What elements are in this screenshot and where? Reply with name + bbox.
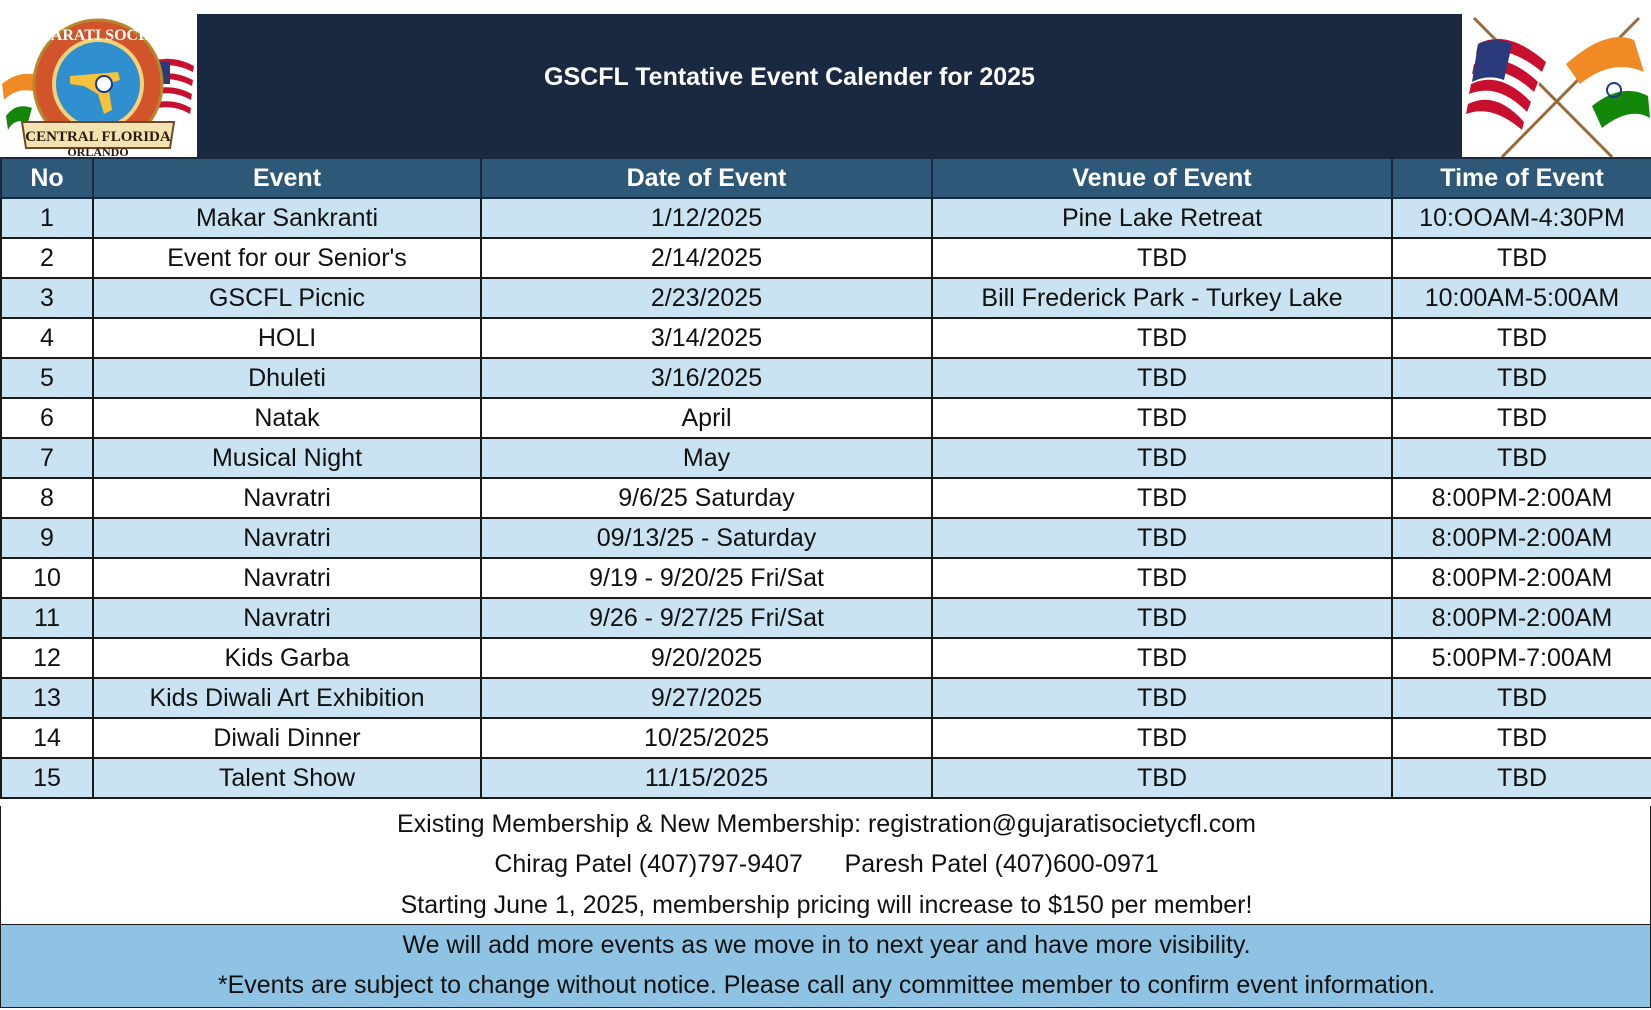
disclaimer-band <box>0 924 1651 1008</box>
cell-date: 1/12/2025 <box>481 198 932 238</box>
change-notice: *Events are subject to change without notice. Please call any committee member to confirm event information. <box>217 971 1436 999</box>
cell-time: 8:00PM-2:00AM <box>1392 558 1651 598</box>
table-row <box>1 678 1651 718</box>
cell-no: 5 <box>1 358 93 398</box>
cell-time: 5:00PM-7:00AM <box>1392 638 1651 678</box>
cell-venue: TBD <box>932 478 1392 518</box>
cell-date: 9/6/25 Saturday <box>481 478 932 518</box>
cell-event: Natak <box>93 398 481 438</box>
cell-venue: TBD <box>932 718 1392 758</box>
cell-event: Talent Show <box>93 758 481 798</box>
cell-no: 9 <box>1 518 93 558</box>
cell-date: 3/14/2025 <box>481 318 932 358</box>
cell-no: 6 <box>1 398 93 438</box>
cell-no: 11 <box>1 598 93 638</box>
cell-date: 11/15/2025 <box>481 758 932 798</box>
cell-venue: TBD <box>932 558 1392 598</box>
cell-time: 8:00PM-2:00AM <box>1392 478 1651 518</box>
table-row <box>1 318 1651 358</box>
cell-event: Kids Garba <box>93 638 481 678</box>
cell-venue: TBD <box>932 398 1392 438</box>
column-header-no: No <box>1 158 93 198</box>
title-band <box>197 14 1462 157</box>
cell-time: TBD <box>1392 758 1651 798</box>
cell-event: Diwali Dinner <box>93 718 481 758</box>
table-row <box>1 558 1651 598</box>
cell-no: 7 <box>1 438 93 478</box>
table-row <box>1 278 1651 318</box>
cell-venue: TBD <box>932 238 1392 278</box>
table-row <box>1 238 1651 278</box>
cell-time: 10:00AM-5:00AM <box>1392 278 1651 318</box>
cell-time: TBD <box>1392 678 1651 718</box>
cell-date: 9/19 - 9/20/25 Fri/Sat <box>481 558 932 598</box>
gujarati-society-logo <box>0 14 197 157</box>
india-flag-icon <box>1566 37 1650 128</box>
cell-no: 1 <box>1 198 93 238</box>
logo-city-text: ORLANDO <box>67 145 129 157</box>
cell-event: HOLI <box>93 318 481 358</box>
header <box>0 14 1651 157</box>
pricing-notice: Starting June 1, 2025, membership pricing will increase to $150 per member! <box>400 891 1253 919</box>
cell-time: 8:00PM-2:00AM <box>1392 598 1651 638</box>
cell-time: TBD <box>1392 398 1651 438</box>
cell-event: GSCFL Picnic <box>93 278 481 318</box>
table-row <box>1 598 1651 638</box>
cell-event: Dhuleti <box>93 358 481 398</box>
cell-date: April <box>481 398 932 438</box>
cell-venue: Pine Lake Retreat <box>932 198 1392 238</box>
more-events-note: We will add more events as we move in to next year and have more visibility. <box>402 931 1251 959</box>
column-header-time: Time of Event <box>1392 158 1651 198</box>
column-header-date: Date of Event <box>481 158 932 198</box>
contacts-line: Chirag Patel (407)797-9407 Paresh Patel (407)600-0971 <box>494 850 1159 878</box>
table-header-row <box>1 158 1651 198</box>
logo-banner-text: CENTRAL FLORIDA <box>25 129 171 145</box>
cell-time: 8:00PM-2:00AM <box>1392 518 1651 558</box>
cell-no: 15 <box>1 758 93 798</box>
cell-time: TBD <box>1392 358 1651 398</box>
column-header-venue: Venue of Event <box>932 158 1392 198</box>
membership-email-line: Existing Membership & New Membership: registration@gujaratisocietycfl.com <box>396 810 1257 838</box>
cell-time: TBD <box>1392 238 1651 278</box>
cell-venue: TBD <box>932 318 1392 358</box>
cell-date: 9/20/2025 <box>481 638 932 678</box>
table-row <box>1 518 1651 558</box>
events-table <box>0 157 1651 799</box>
us-flag-icon <box>1466 39 1546 130</box>
cell-venue: TBD <box>932 758 1392 798</box>
cell-no: 2 <box>1 238 93 278</box>
cell-venue: Bill Frederick Park - Turkey Lake <box>932 278 1392 318</box>
cell-date: 2/23/2025 <box>481 278 932 318</box>
cell-no: 12 <box>1 638 93 678</box>
cell-date: 9/27/2025 <box>481 678 932 718</box>
cell-event: Musical Night <box>93 438 481 478</box>
crossed-flags-icon <box>1462 14 1651 157</box>
cell-event: Event for our Senior's <box>93 238 481 278</box>
cell-no: 13 <box>1 678 93 718</box>
table-row <box>1 198 1651 238</box>
table-row <box>1 398 1651 438</box>
table-row <box>1 758 1651 798</box>
table-row <box>1 478 1651 518</box>
cell-event: Kids Diwali Art Exhibition <box>93 678 481 718</box>
table-row <box>1 358 1651 398</box>
cell-event: Navratri <box>93 558 481 598</box>
cell-no: 8 <box>1 478 93 518</box>
table-row <box>1 438 1651 478</box>
membership-info <box>0 806 1651 925</box>
cell-venue: TBD <box>932 518 1392 558</box>
cell-no: 10 <box>1 558 93 598</box>
cell-date: May <box>481 438 932 478</box>
cell-no: 3 <box>1 278 93 318</box>
cell-time: TBD <box>1392 438 1651 478</box>
cell-event: Makar Sankranti <box>93 198 481 238</box>
table-row <box>1 718 1651 758</box>
column-header-event: Event <box>93 158 481 198</box>
cell-venue: TBD <box>932 598 1392 638</box>
cell-event: Navratri <box>93 518 481 558</box>
cell-date: 10/25/2025 <box>481 718 932 758</box>
cell-date: 2/14/2025 <box>481 238 932 278</box>
page-title: GSCFL Tentative Event Calender for 2025 <box>544 63 1035 91</box>
table-row <box>1 638 1651 678</box>
cell-event: Navratri <box>93 598 481 638</box>
cell-venue: TBD <box>932 678 1392 718</box>
cell-no: 14 <box>1 718 93 758</box>
cell-venue: TBD <box>932 358 1392 398</box>
cell-date: 9/26 - 9/27/25 Fri/Sat <box>481 598 932 638</box>
table-body <box>1 198 1651 798</box>
cell-no: 4 <box>1 318 93 358</box>
cell-date: 3/16/2025 <box>481 358 932 398</box>
cell-event: Navratri <box>93 478 481 518</box>
cell-time: TBD <box>1392 318 1651 358</box>
cell-time: TBD <box>1392 718 1651 758</box>
cell-venue: TBD <box>932 438 1392 478</box>
logo-ring-text: GUJARATI SOCIETY <box>18 27 178 44</box>
cell-time: 10:OOAM-4:30PM <box>1392 198 1651 238</box>
cell-date: 09/13/25 - Saturday <box>481 518 932 558</box>
cell-venue: TBD <box>932 638 1392 678</box>
